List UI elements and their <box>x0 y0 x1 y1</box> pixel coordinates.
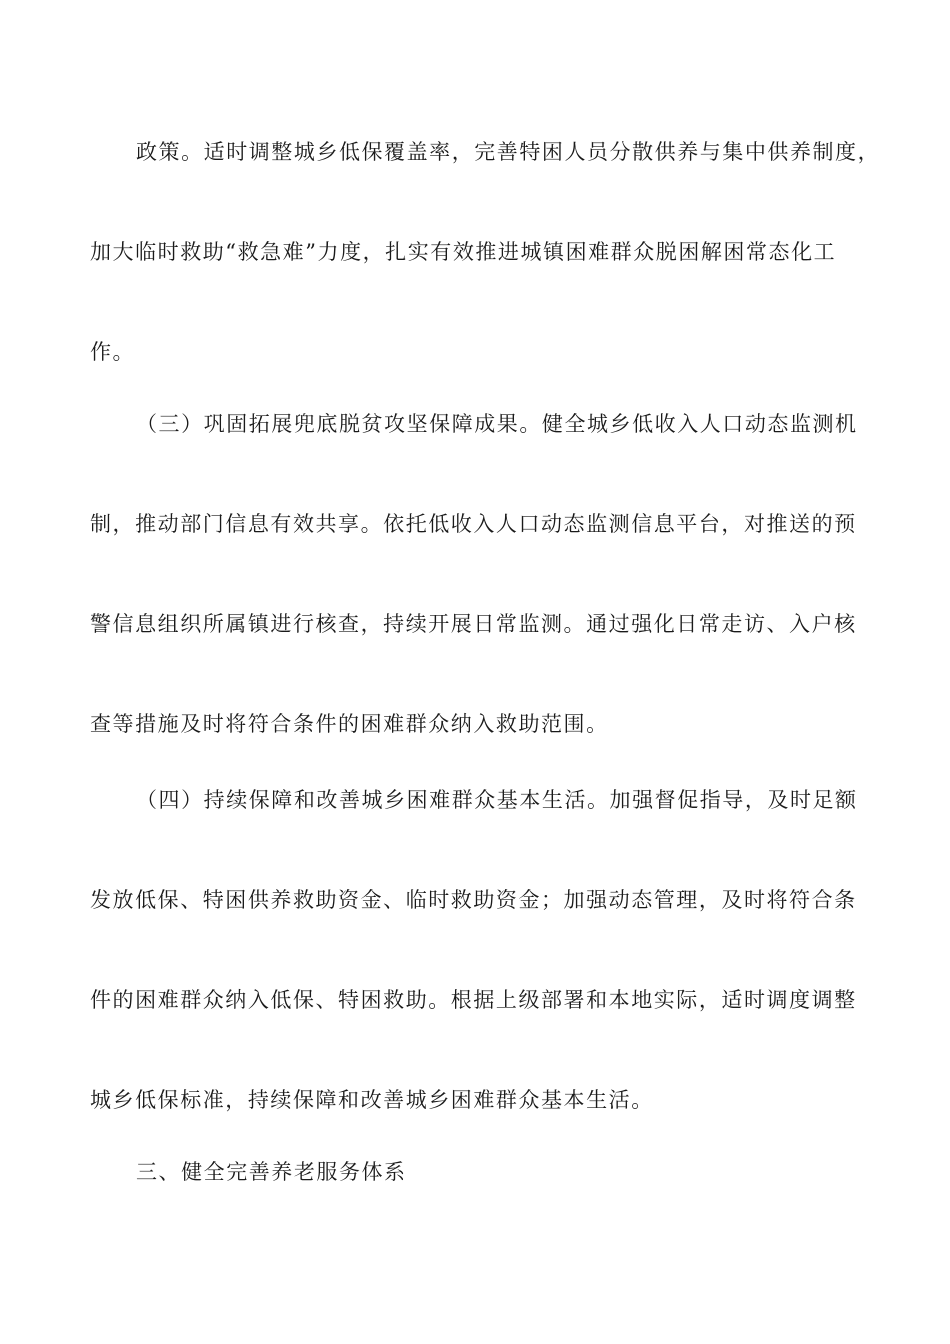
text-line: 城乡低保标准，持续保障和改善城乡困难群众基本生活。 <box>90 1088 654 1112</box>
text-line: 发放低保、特困供养救助资金、临时救助资金；加强动态管理，及时将符合条 <box>90 888 857 912</box>
section-heading-4: （四）持续保障和改善城乡困难群众基本生活。加强督促指导，及时足额 <box>136 788 858 812</box>
text-line: 件的困难群众纳入低保、特困救助。根据上级部署和本地实际，适时调度调整 <box>90 988 857 1012</box>
text-line: 政策。适时调整城乡低保覆盖率，完善特困人员分散供养与集中供养制度， <box>136 140 881 164</box>
chapter-heading: 三、健全完善养老服务体系 <box>136 1160 407 1184</box>
section-heading-3: （三）巩固拓展兜底脱贫攻坚保障成果。健全城乡低收入人口动态监测机 <box>136 412 858 436</box>
text-line: 警信息组织所属镇进行核查，持续开展日常监测。通过强化日常走访、入户核 <box>90 612 857 636</box>
text-line: 查等措施及时将符合条件的困难群众纳入救助范围。 <box>90 712 609 736</box>
text-line: 制，推动部门信息有效共享。依托低收入人口动态监测信息平台，对推送的预 <box>90 512 857 536</box>
text-line: 加大临时救助“救急难”力度，扎实有效推进城镇困难群众脱困解困常态化工 <box>90 240 837 264</box>
text-line: 作。 <box>90 340 136 364</box>
